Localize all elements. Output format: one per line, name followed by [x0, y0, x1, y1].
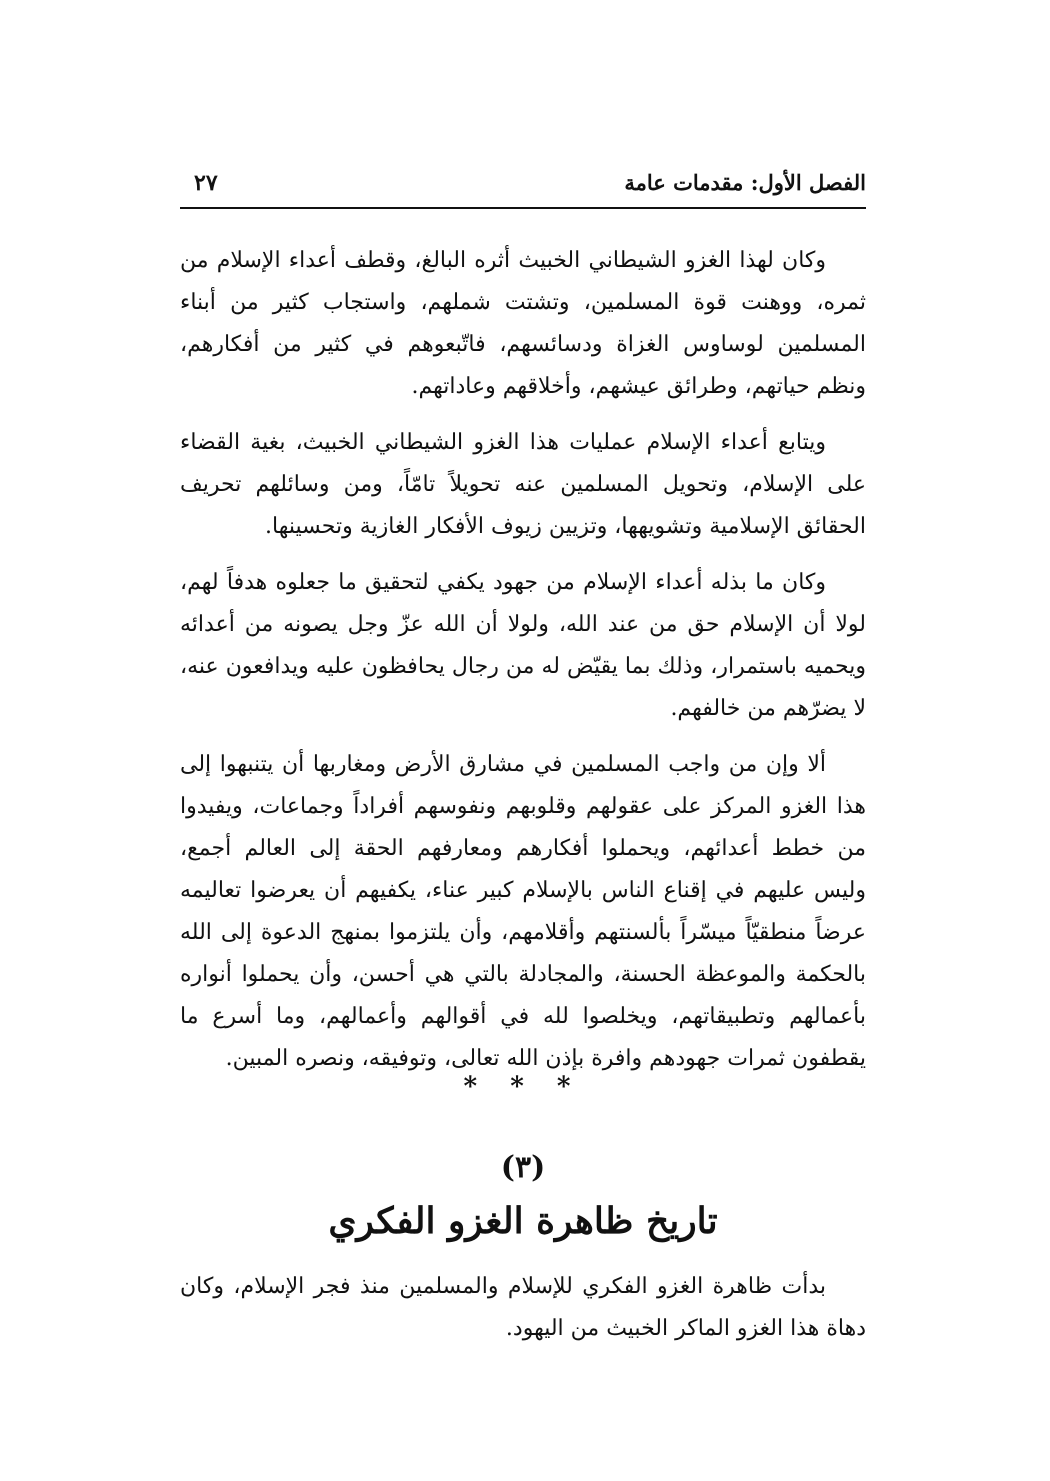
page-number: ٢٧: [194, 170, 218, 196]
header-divider: [180, 207, 866, 209]
paragraph: ويتابع أعداء الإسلام عمليات هذا الغزو الشيطاني الخبيث، بغية القضاء على الإسلام، وتحويل المسلمين عنه تحويلاً تامّاً، ومن وسائلهم تحريف الحقائق الإسلامية وتشويهها، وتزيين زيوف الأفكار الغازية وتحسينها.: [180, 430, 866, 539]
running-header: [180, 166, 866, 206]
section-separator: * * *: [463, 1072, 583, 1102]
paragraph: وكان ما بذله أعداء الإسلام من جهود يكفي لتحقيق ما جعلوه هدفاً لهم، لولا أن الإسلام حق من عند الله، ولولا أن الله عزّ وجل يصونه من أعدائه ويحميه باستمرار، وذلك بما يقيّض له من رجال يحافظون عليه ويدافعون عنه، لا يضرّهم من خالفهم.: [180, 570, 866, 721]
section-title: تاريخ ظاهرة الغزو الفكري: [328, 1200, 718, 1242]
main-text: [180, 240, 866, 1094]
chapter-title: الفصل الأول: مقدمات عامة: [624, 170, 866, 195]
section-text: [180, 1266, 866, 1364]
paragraph: ألا وإن من واجب المسلمين في مشارق الأرض ومغاربها أن يتنبهوا إلى هذا الغزو المركز على عقولهم وقلوبهم ونفوسهم أفراداً وجماعات، ويفيدوا من خطط أعدائهم، ويحملوا أفكارهم ومعارفهم الحقة إلى العالم أجمع، وليس عليهم في إقناع الناس بالإسلام كبير عناء، يكفيهم أن يعرضوا تعاليمه عرضاً منطقيّاً ميسّراً بألسنتهم وأقلامهم، وأن يلتزموا بمنهج الدعوة إلى الله بالحكمة والموعظة الحسنة، والمجادلة بالتي هي أحسن، وأن يحملوا أنواره بأعمالهم وتطبيقاتهم، ويخلصوا لله في أقوالهم وأعمالهم، وما أسرع ما يقطفون ثمرات جهودهم وافرة بإذن الله تعالى، وتوفيقه، ونصره المبين.: [180, 752, 866, 1071]
paragraph: وكان لهذا الغزو الشيطاني الخبيث أثره البالغ، وقطف أعداء الإسلام من ثمره، ووهنت قوة المسلمين، وتشتت شملهم، واستجاب كثير من أبناء المسلمين لوساوس الغزاة ودسائسهم، فاتّبعوهم في كثير من أفكارهم، ونظم حياتهم، وطرائق عيشهم، وأخلاقهم وعاداتهم.: [180, 248, 866, 399]
paragraph: بدأت ظاهرة الغزو الفكري للإسلام والمسلمين منذ فجر الإسلام، وكان دهاة هذا الغزو الماكر الخبيث من اليهود.: [180, 1274, 866, 1341]
section-number: (٣): [500, 1150, 546, 1185]
